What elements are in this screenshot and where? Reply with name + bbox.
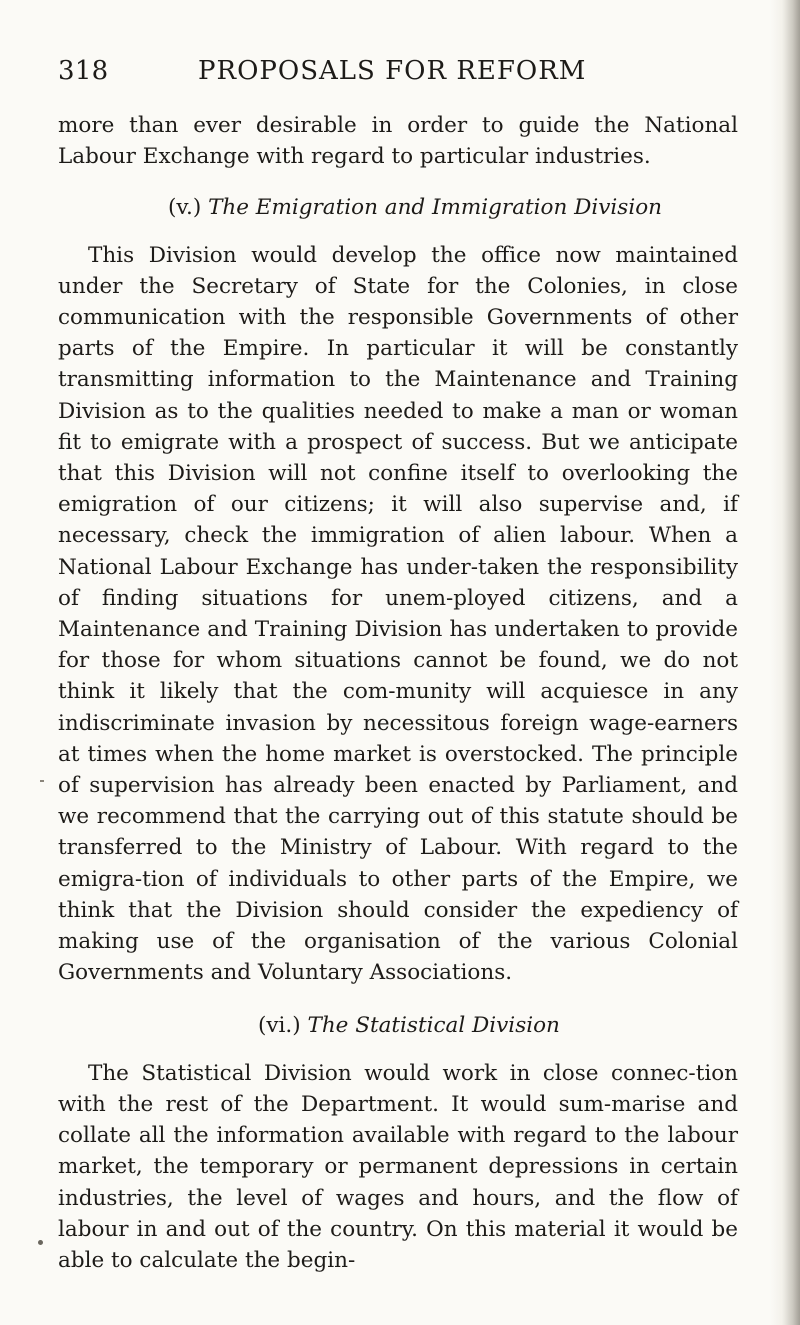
page-header: [58, 56, 738, 92]
spine-shadow: [782, 0, 800, 1325]
paragraph-statistical: The Statistical Division would work in close connec-tion with the rest of the Department. It would sum-marise and collate all the information available with regard to the labour market, the temporary or permanent depressions in certain industries, the level of wages and hours, and the flow of labour in and out of the country. On this material it would be able to calculate the begin-: [58, 1060, 738, 1273]
paragraph-continued: more than ever desirable in order to guide the National Labour Exchange with regard to particular industries.: [58, 113, 738, 170]
page-number: 318: [58, 56, 109, 86]
ink-speck: [38, 1240, 43, 1245]
section-title: The Statistical Division: [307, 1013, 560, 1039]
margin-mark: [40, 780, 44, 782]
section-heading-emigration: [58, 192, 738, 223]
section-number: (vi.): [258, 1013, 301, 1039]
page-body: [58, 110, 738, 1276]
section-number: (v.): [168, 195, 202, 221]
section-title: The Emigration and Immigration Division: [208, 195, 663, 221]
paragraph-emigration: This Division would develop the office now maintained under the Secretary of State for the Colonies, in close communication with the responsible Governments of other parts of the Empire. In particular it will be constantly transmitting information to the Maintenance and Training Division as to the qualities needed to make a man or woman fit to emigrate with a prospect of success. But we anticipate that this Division will not confine itself to overlooking the emigration of our citizens; it will also supervise and, if necessary, check the immigration of alien labour. When a National Labour Exchange has under-taken the responsibility of finding situations for unem-ployed citizens, and a Maintenance and Training Division has undertaken to provide for those for whom situations cannot be found, we do not think it likely that the com-munity will acquiesce in any indiscriminate invasion by necessitous foreign wage-earners at times when the home market is overstocked. The principle of supervision has already been enacted by Parliament, and we recommend that the carrying out of this statute should be transferred to the Ministry of Labour. With regard to the emigra-tion of individuals to other parts of the Empire, we think that the Division should consider the expediency of making use of the organisation of the various Colonial Governments and Voluntary Associations.: [58, 242, 738, 986]
running-head: PROPOSALS FOR REFORM: [198, 56, 587, 86]
section-heading-statistical: [58, 1010, 738, 1041]
